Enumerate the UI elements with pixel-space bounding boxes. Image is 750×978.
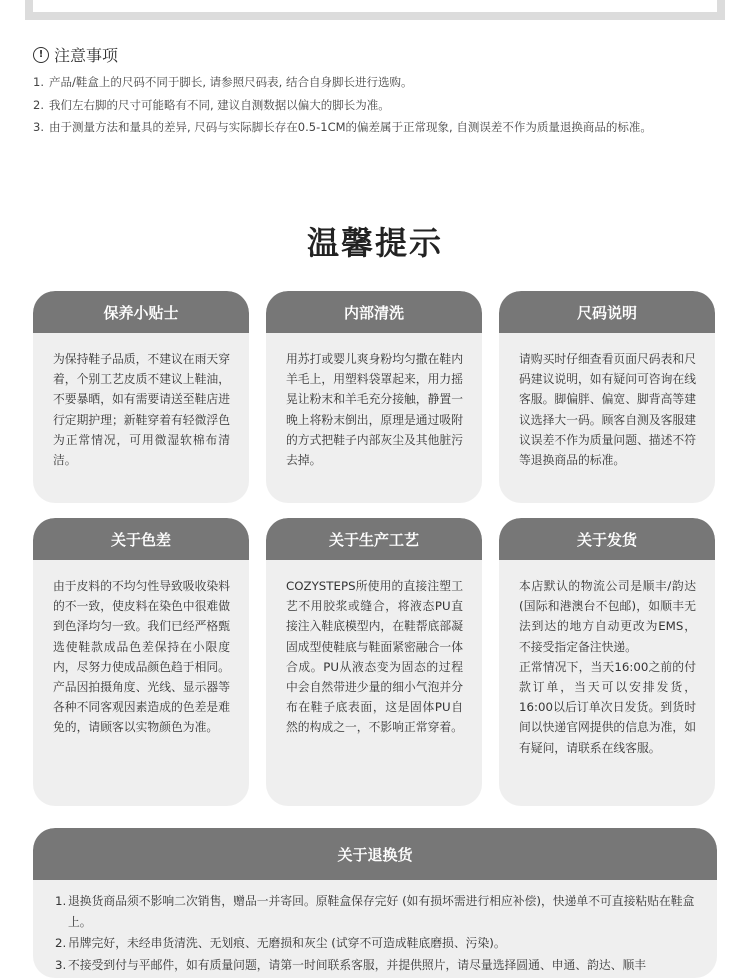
card-title: 关于退换货 [33, 828, 717, 880]
returns-item: 3. 不接受到付与平邮件，如有质量问题，请第一时间联系客服，并提供照片，请尽量选择圆通、申通、韵达、顺丰 [55, 957, 647, 972]
card-body: COZYSTEPS所使用的直接注塑工艺不用胶浆或缝合，将液态PU直接注入鞋底模型内，在鞋帮底部凝固成型使鞋底与鞋面紧密融合一体合成。PU从液态变为固态的过程中会自然带进少量的细小气泡并分布在鞋子底表面，这是固体PU自然的构成之一，不影响正常穿着。 [286, 579, 463, 735]
card-color-difference [33, 518, 249, 806]
card-title: 内部清洗 [266, 291, 482, 333]
notice-item: 3. 由于测量方法和量具的差异, 尺码与实际脚长存在0.5-1CM的偏差属于正常现象, 自测误差不作为质量退换商品的标准。 [33, 120, 652, 134]
returns-item: 2. 吊牌完好，未经串货清洗、无划痕、无磨损和灰尘 (试穿不可造成鞋底磨损、污染)。 [55, 936, 506, 950]
card-returns [33, 828, 717, 978]
card-shipping [499, 518, 715, 806]
card-title: 关于生产工艺 [266, 518, 482, 560]
card-body: 本店默认的物流公司是顺丰/韵达(国际和港澳台不包邮)，如顺丰无法到达的地方自动更改为EMS，不接受指定备注快递。 正常情况下，当天16:00之前的付款订单，当天可以安排发货，16:00以后订单次日发货。到货时间以快递官网提供的信息为准，如有疑问，请联系在线客服。 [519, 579, 696, 755]
top-image-frame [25, 0, 725, 20]
card-body: 请购买时仔细查看页面尺码表和尺码建议说明，如有疑问可咨询在线客服。脚偏胖、偏宽、脚背高等建议选择大一码。顾客自测及客服建议误差不作为质量问题、描述不符等退换商品的标准。 [519, 352, 696, 468]
card-production-process [266, 518, 482, 806]
card-body: 用苏打或婴儿爽身粉均匀撒在鞋内羊毛上，用塑料袋罩起来，用力摇晃让粉末和羊毛充分接触，静置一晚上将粉末倒出，原理是通过吸附的方式把鞋子内部灰尘及其他脏污去掉。 [286, 352, 463, 468]
card-title: 尺码说明 [499, 291, 715, 333]
card-title: 关于色差 [33, 518, 249, 560]
info-icon: ! [33, 47, 49, 63]
notice-heading [33, 43, 118, 66]
section-title: 温馨提示 [306, 224, 443, 262]
notice-list [33, 73, 723, 141]
returns-list [33, 880, 717, 975]
card-body: 由于皮料的不均匀性导致吸收染料的不一致，使皮料在染色中很难做到色泽均匀一致。我们已经严格甄选使鞋款成品色差保持在小限度内，尽努力使成品颜色趋于相同。 产品因拍摄角度、光线、显示器等各种不同客观因素造成的色差是难免的，请顾客以实物颜色为准。 [53, 579, 230, 735]
card-title: 保养小贴士 [33, 291, 249, 333]
card-size-info [499, 291, 715, 503]
notice-item: 1. 产品/鞋盒上的尺码不同于脚长, 请参照尺码表, 结合自身脚长进行选购。 [33, 75, 413, 89]
card-title: 关于发货 [499, 518, 715, 560]
card-care-tips [33, 291, 249, 503]
notice-title: 注意事项 [54, 46, 119, 65]
card-body: 为保持鞋子品质，不建议在雨天穿着，个别工艺皮质不建议上鞋油，不要暴晒，如有需要请送至鞋店进行定期护理；新鞋穿着有轻微浮色为正常情况，可用微湿软棉布清洁。 [53, 352, 230, 468]
returns-item: 1. 退换货商品须不影响二次销售，赠品一并寄回。原鞋盒保存完好 (如有损坏需进行相应补偿)，快递单不可直接粘贴在鞋盒上。 [55, 894, 695, 929]
notice-item: 2. 我们左右脚的尺寸可能略有不同, 建议自测数据以偏大的脚长为准。 [33, 97, 390, 112]
card-inner-cleaning [266, 291, 482, 503]
